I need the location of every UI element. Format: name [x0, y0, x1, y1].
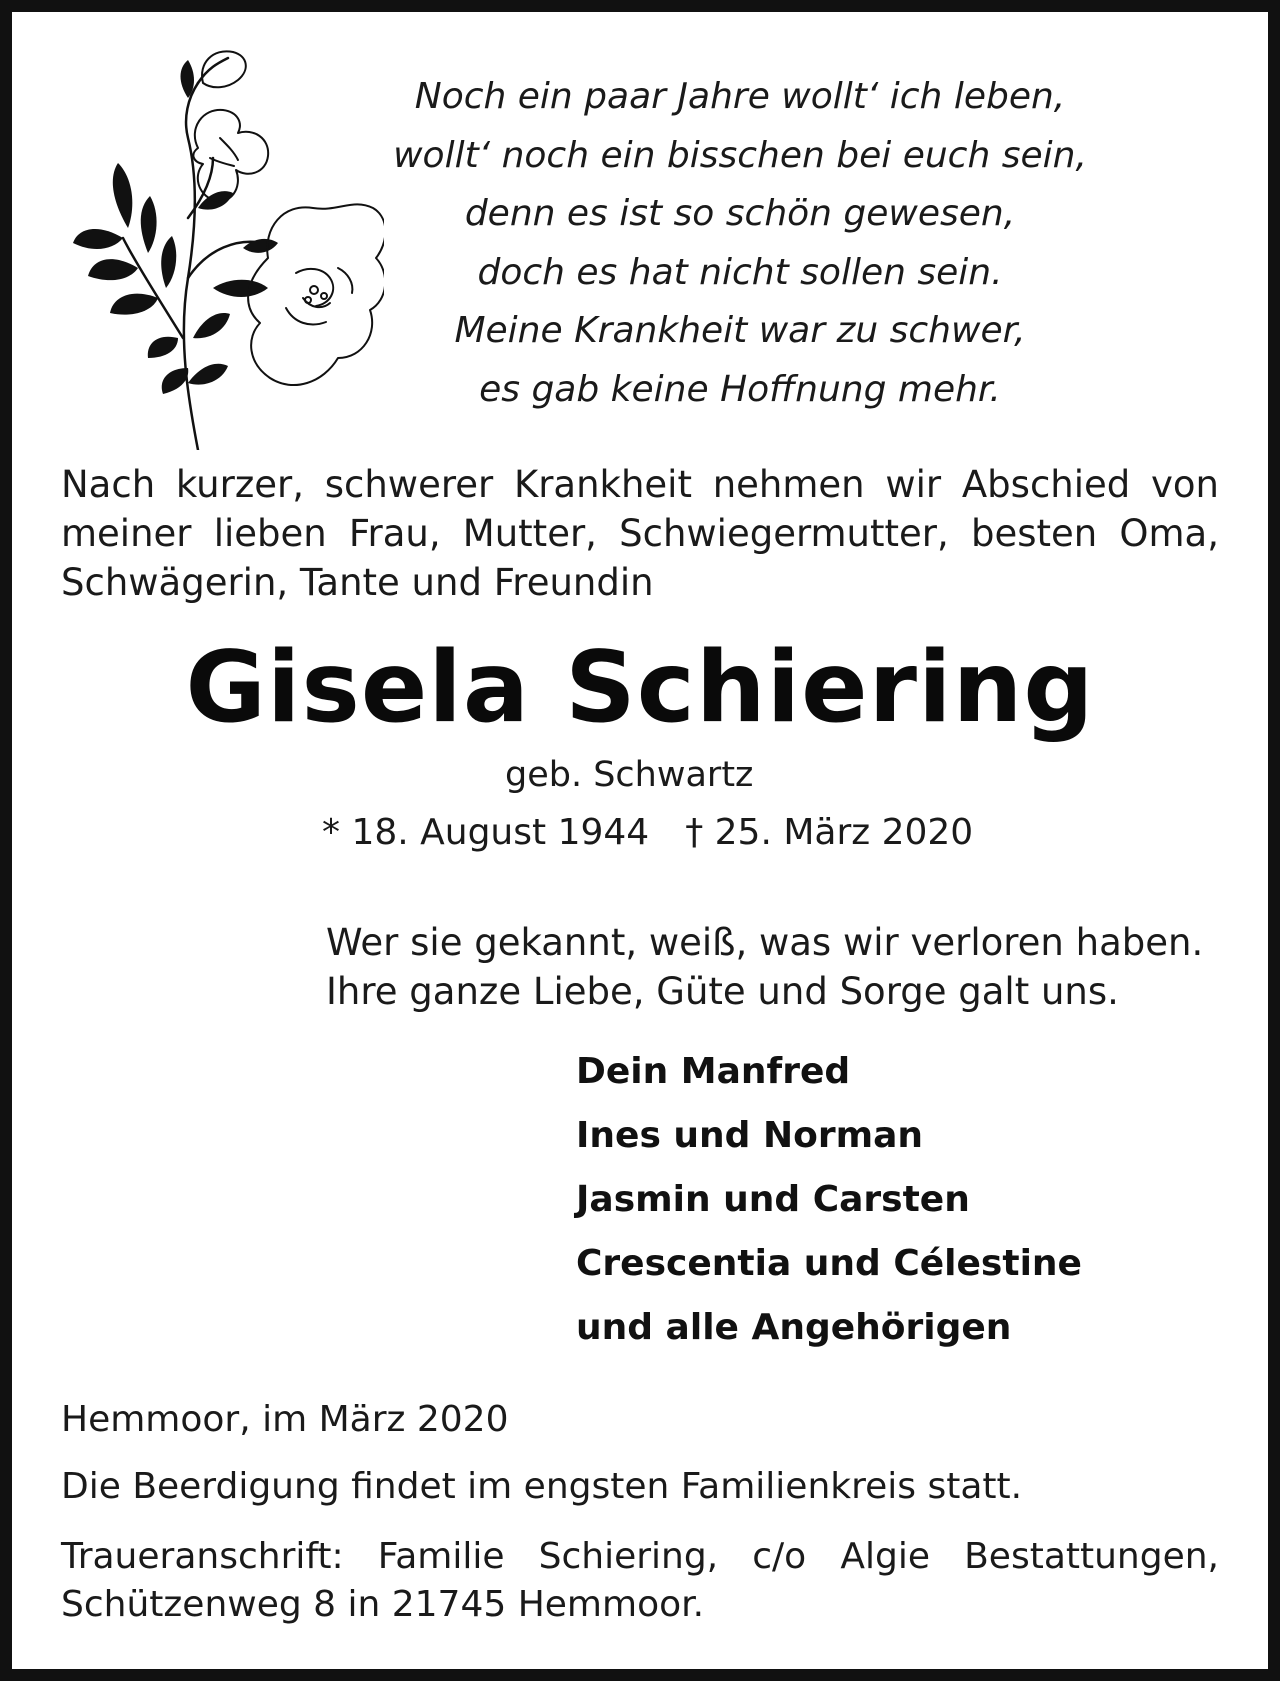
birth-date: * 18. August 1944: [322, 812, 650, 853]
address-line: Traueranschrift: Familie Schiering, c/o Algie Bestattungen,: [61, 1536, 1219, 1577]
maiden-name: geb. Schwartz: [505, 755, 754, 795]
poem-line: Meine Krankheit war zu schwer,: [454, 310, 1026, 351]
poem-line: Noch ein paar Jahre wollt‘ ich leben,: [414, 76, 1066, 117]
mourning-address: [61, 1533, 1219, 1629]
intro-line: Nach kurzer, schwerer Krankheit nehmen wir Abschied von: [61, 463, 1219, 506]
poem-line: denn es ist so schön gewesen,: [464, 193, 1016, 234]
intro-paragraph: [61, 460, 1219, 607]
mourner-entry: Dein Manfred: [576, 1051, 851, 1092]
burial-notice: Die Beerdigung findet im engsten Familienkreis statt.: [61, 1466, 1023, 1507]
address-line: Schützenweg 8 in 21745 Hemmoor.: [61, 1584, 705, 1625]
poem-line: wollt‘ noch ein bisschen bei euch sein,: [393, 134, 1087, 176]
death-date: † 25. März 2020: [685, 812, 974, 853]
intro-line: meiner lieben Frau, Mutter, Schwiegermutter, besten Oma,: [61, 512, 1219, 555]
mourner-entry: Ines und Norman: [576, 1115, 924, 1156]
intro-line: Schwägerin, Tante und Freundin: [61, 561, 654, 604]
poem-line: es gab keine Hoffnung mehr.: [479, 368, 1001, 410]
life-dates: [322, 810, 973, 856]
quote-line: Ihre ganze Liebe, Güte und Sorge galt uns.: [326, 970, 1119, 1013]
quote-line: Wer sie gekannt, weiß, was wir verloren haben.: [326, 921, 1204, 964]
flower-illustration-icon: [38, 38, 384, 450]
mourner-entry: Crescentia und Célestine: [576, 1243, 1082, 1284]
place-date: Hemmoor, im März 2020: [61, 1399, 509, 1440]
mourner-entry: und alle Angehörigen: [576, 1307, 1012, 1348]
poem-line: doch es hat nicht sollen sein.: [477, 251, 1003, 293]
mourner-entry: Jasmin und Carsten: [576, 1179, 970, 1220]
deceased-name: Gisela Schiering: [185, 631, 1095, 745]
mourners-list: [576, 1040, 1082, 1360]
memorial-quote: [326, 918, 1203, 1016]
poem: [380, 68, 1100, 419]
